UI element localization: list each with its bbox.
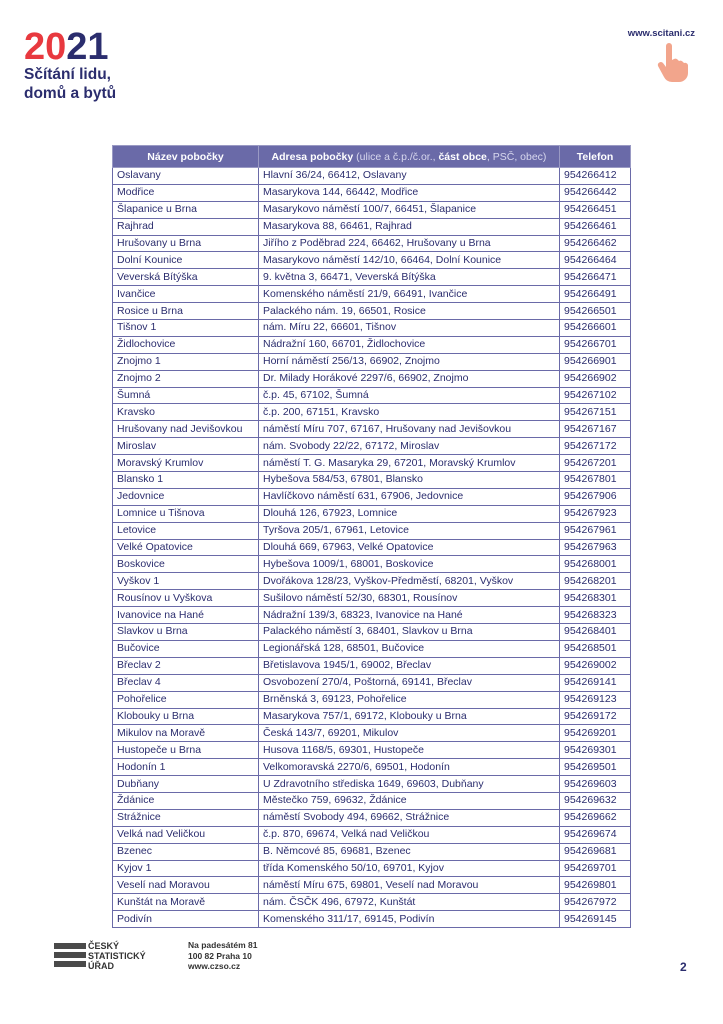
logo-title-line-2: domů a bytů xyxy=(24,85,117,102)
branch-phone-cell: 954268501 xyxy=(560,640,631,657)
logo-digit: 2 xyxy=(24,26,44,68)
table-row xyxy=(113,252,631,269)
branch-address-cell: Legionářská 128, 68501, Bučovice xyxy=(259,640,560,657)
table-row xyxy=(113,776,631,793)
table-row xyxy=(113,590,631,607)
branch-name-cell: Ždánice xyxy=(113,792,259,809)
footer-address xyxy=(188,940,257,972)
branch-phone-cell: 954269501 xyxy=(560,759,631,776)
branch-phone-cell: 954269603 xyxy=(560,776,631,793)
logo-digit: 0 xyxy=(45,26,65,68)
table-header-row xyxy=(113,146,631,168)
branch-name-cell: Rosice u Brna xyxy=(113,303,259,320)
branch-name-cell: Rajhrad xyxy=(113,218,259,235)
branch-name-cell: Dolní Kounice xyxy=(113,252,259,269)
branch-phone-cell: 954269801 xyxy=(560,877,631,894)
branch-phone-cell: 954266451 xyxy=(560,201,631,218)
branch-phone-cell: 954269662 xyxy=(560,809,631,826)
branch-address-cell: Jiřího z Poděbrad 224, 66462, Hrušovany u Brna xyxy=(259,235,560,252)
logo-digit: 1 xyxy=(87,26,107,68)
table-row xyxy=(113,201,631,218)
column-header-name: Název pobočky xyxy=(113,146,259,168)
branch-name-cell: Hustopeče u Brna xyxy=(113,742,259,759)
branch-address-cell: Dvořákova 128/23, Vyškov-Předměstí, 68201, Vyškov xyxy=(259,573,560,590)
branch-address-cell: Komenského náměstí 21/9, 66491, Ivančice xyxy=(259,286,560,303)
page-number: 2 xyxy=(680,960,687,974)
table-row xyxy=(113,303,631,320)
table-row xyxy=(113,894,631,911)
branch-address-cell: Břetislavova 1945/1, 69002, Břeclav xyxy=(259,657,560,674)
branch-name-cell: Břeclav 4 xyxy=(113,674,259,691)
table-row xyxy=(113,488,631,505)
branch-address-cell: č.p. 45, 67102, Šumná xyxy=(259,387,560,404)
table-row xyxy=(113,691,631,708)
branch-name-cell: Lomnice u Tišnova xyxy=(113,505,259,522)
branch-phone-cell: 954267201 xyxy=(560,455,631,472)
branch-name-cell: Strážnice xyxy=(113,809,259,826)
branch-name-cell: Šumná xyxy=(113,387,259,404)
table-row xyxy=(113,336,631,353)
branch-address-cell: Nádražní 139/3, 68323, Ivanovice na Hané xyxy=(259,607,560,624)
branch-phone-cell: 954267801 xyxy=(560,472,631,489)
table-row xyxy=(113,472,631,489)
branch-phone-cell: 954267102 xyxy=(560,387,631,404)
branch-name-cell: Břeclav 2 xyxy=(113,657,259,674)
branch-phone-cell: 954266901 xyxy=(560,353,631,370)
branch-phone-cell: 954266501 xyxy=(560,303,631,320)
branch-phone-cell: 954267906 xyxy=(560,488,631,505)
branch-address-cell: Dr. Milady Horákové 2297/6, 66902, Znojmo xyxy=(259,370,560,387)
branch-phone-cell: 954267961 xyxy=(560,522,631,539)
column-header-phone: Telefon xyxy=(560,146,631,168)
branch-address-cell: 9. května 3, 66471, Veverská Bítýška xyxy=(259,269,560,286)
branch-name-cell: Židlochovice xyxy=(113,336,259,353)
address-header-note-2: , PSČ, obec) xyxy=(486,150,547,163)
branch-phone-cell: 954269145 xyxy=(560,911,631,928)
branch-address-cell: náměstí T. G. Masaryka 29, 67201, Moravský Krumlov xyxy=(259,455,560,472)
table-row xyxy=(113,843,631,860)
table-row xyxy=(113,421,631,438)
table-row xyxy=(113,539,631,556)
org-line: STATISTICKÝ xyxy=(88,951,146,961)
branch-phone-cell: 954266601 xyxy=(560,320,631,337)
table-row xyxy=(113,404,631,421)
table-body xyxy=(113,168,631,928)
branch-address-cell: nám. Svobody 22/22, 67172, Miroslav xyxy=(259,438,560,455)
table-row xyxy=(113,286,631,303)
branch-phone-cell: 954268001 xyxy=(560,556,631,573)
branch-phone-cell: 954267167 xyxy=(560,421,631,438)
table-row xyxy=(113,353,631,370)
branch-address-cell: Masarykova 88, 66461, Rajhrad xyxy=(259,218,560,235)
table-row xyxy=(113,742,631,759)
branch-address-cell: nám. Míru 22, 66601, Tišnov xyxy=(259,320,560,337)
branch-phone-cell: 954269701 xyxy=(560,860,631,877)
org-line: ČESKÝ xyxy=(86,941,146,951)
table-row xyxy=(113,759,631,776)
branch-phone-cell: 954269002 xyxy=(560,657,631,674)
branch-address-cell: Masarykova 757/1, 69172, Klobouky u Brna xyxy=(259,708,560,725)
table-row xyxy=(113,674,631,691)
branch-phone-cell: 954266701 xyxy=(560,336,631,353)
table-row xyxy=(113,556,631,573)
branch-address-cell: č.p. 200, 67151, Kravsko xyxy=(259,404,560,421)
branch-address-cell: B. Němcové 85, 69681, Bzenec xyxy=(259,843,560,860)
table-row xyxy=(113,792,631,809)
table-row xyxy=(113,725,631,742)
branch-name-cell: Miroslav xyxy=(113,438,259,455)
table-row xyxy=(113,438,631,455)
branch-phone-cell: 954266462 xyxy=(560,235,631,252)
branch-address-cell: Masarykovo náměstí 142/10, 66464, Dolní Kounice xyxy=(259,252,560,269)
branch-name-cell: Kyjov 1 xyxy=(113,860,259,877)
table-row xyxy=(113,624,631,641)
branch-name-cell: Klobouky u Brna xyxy=(113,708,259,725)
site-url-link[interactable]: www.scitani.cz xyxy=(627,28,695,39)
logo-title-line-1: Sčítání lidu, xyxy=(24,66,111,83)
address-line: 100 82 Praha 10 xyxy=(188,950,252,961)
branch-name-cell: Dubňany xyxy=(113,776,259,793)
branch-phone-cell: 954269123 xyxy=(560,691,631,708)
czso-url-link[interactable]: www.czso.cz xyxy=(188,961,241,971)
logo-year xyxy=(24,26,164,68)
branch-name-cell: Bzenec xyxy=(113,843,259,860)
branch-name-cell: Jedovnice xyxy=(113,488,259,505)
branch-phone-cell: 954268401 xyxy=(560,624,631,641)
table-row xyxy=(113,708,631,725)
branch-address-cell: náměstí Míru 707, 67167, Hrušovany nad Jevišovkou xyxy=(259,421,560,438)
branch-phone-cell: 954269674 xyxy=(560,826,631,843)
branch-phone-cell: 954269681 xyxy=(560,843,631,860)
branch-name-cell: Znojmo 1 xyxy=(113,353,259,370)
branch-phone-cell: 954269632 xyxy=(560,792,631,809)
branch-name-cell: Veverská Bítýška xyxy=(113,269,259,286)
branch-address-cell: Sušilovo náměstí 52/30, 68301, Rousínov xyxy=(259,590,560,607)
branch-address-cell: Městečko 759, 69632, Ždánice xyxy=(259,792,560,809)
table-row xyxy=(113,184,631,201)
branch-address-cell: Masarykova 144, 66442, Modřice xyxy=(259,184,560,201)
branch-phone-cell: 954267963 xyxy=(560,539,631,556)
table-row xyxy=(113,826,631,843)
branch-address-cell: Masarykovo náměstí 100/7, 66451, Šlapanice xyxy=(259,201,560,218)
table-row xyxy=(113,455,631,472)
site-link-block xyxy=(585,28,695,39)
branch-phone-cell: 954266491 xyxy=(560,286,631,303)
branch-phone-cell: 954267172 xyxy=(560,438,631,455)
table-row xyxy=(113,877,631,894)
table-row xyxy=(113,607,631,624)
branch-name-cell: Pohořelice xyxy=(113,691,259,708)
branch-address-cell: třída Komenského 50/10, 69701, Kyjov xyxy=(259,860,560,877)
branch-table xyxy=(112,145,631,928)
branch-address-cell: Velkomoravská 2270/6, 69501, Hodonín xyxy=(259,759,560,776)
table-row xyxy=(113,860,631,877)
branch-name-cell: Hodonín 1 xyxy=(113,759,259,776)
branch-name-cell: Velká nad Veličkou xyxy=(113,826,259,843)
czso-logo-text xyxy=(86,941,146,971)
branch-address-cell: Komenského 311/17, 69145, Podivín xyxy=(259,911,560,928)
branch-address-cell: Dlouhá 126, 67923, Lomnice xyxy=(259,505,560,522)
branch-address-cell: Česká 143/7, 69201, Mikulov xyxy=(259,725,560,742)
czso-logo xyxy=(54,941,179,971)
branch-name-cell: Blansko 1 xyxy=(113,472,259,489)
column-header-address xyxy=(259,146,560,168)
branch-phone-cell: 954268201 xyxy=(560,573,631,590)
table-row xyxy=(113,911,631,928)
address-line: Na padesátém 81 xyxy=(188,940,258,950)
branch-phone-cell: 954269172 xyxy=(560,708,631,725)
branch-phone-cell: 954267151 xyxy=(560,404,631,421)
branch-name-cell: Šlapanice u Brna xyxy=(113,201,259,218)
branch-name-cell: Ivanovice na Hané xyxy=(113,607,259,624)
pointing-hand-icon xyxy=(655,42,689,82)
branch-name-cell: Oslavany xyxy=(113,168,259,185)
branch-name-cell: Hrušovany nad Jevišovkou xyxy=(113,421,259,438)
branch-phone-cell: 954267972 xyxy=(560,894,631,911)
branch-phone-cell: 954269201 xyxy=(560,725,631,742)
org-line: ÚŘAD xyxy=(86,961,146,971)
branch-phone-cell: 954266412 xyxy=(560,168,631,185)
branch-address-cell: nám. ČSČK 496, 67972, Kunštát xyxy=(259,894,560,911)
branch-address-cell: Tyršova 205/1, 67961, Letovice xyxy=(259,522,560,539)
branch-address-cell: Hybešova 1009/1, 68001, Boskovice xyxy=(259,556,560,573)
branch-name-cell: Hrušovany u Brna xyxy=(113,235,259,252)
census-logo xyxy=(24,28,164,102)
branch-name-cell: Velké Opatovice xyxy=(113,539,259,556)
branch-address-cell: Dlouhá 669, 67963, Velké Opatovice xyxy=(259,539,560,556)
address-header-bold: část obce xyxy=(438,150,487,163)
branch-phone-cell: 954266902 xyxy=(560,370,631,387)
branch-name-cell: Kunštát na Moravě xyxy=(113,894,259,911)
branch-name-cell: Vyškov 1 xyxy=(113,573,259,590)
branch-address-cell: U Zdravotního střediska 1649, 69603, Dubňany xyxy=(259,776,560,793)
branch-phone-cell: 954266461 xyxy=(560,218,631,235)
branch-address-cell: náměstí Míru 675, 69801, Veselí nad Moravou xyxy=(259,877,560,894)
table-row xyxy=(113,269,631,286)
branch-address-cell: Osvobození 270/4, Poštorná, 69141, Břeclav xyxy=(259,674,560,691)
branch-address-cell: Nádražní 160, 66701, Židlochovice xyxy=(259,336,560,353)
branch-name-cell: Kravsko xyxy=(113,404,259,421)
branch-address-cell: Hybešova 584/53, 67801, Blansko xyxy=(259,472,560,489)
table-row xyxy=(113,657,631,674)
table-row xyxy=(113,809,631,826)
logo-digit: 2 xyxy=(66,26,86,68)
branch-phone-cell: 954268323 xyxy=(560,607,631,624)
branch-name-cell: Bučovice xyxy=(113,640,259,657)
table-row xyxy=(113,505,631,522)
branch-phone-cell: 954268301 xyxy=(560,590,631,607)
branch-name-cell: Znojmo 2 xyxy=(113,370,259,387)
branch-name-cell: Moravský Krumlov xyxy=(113,455,259,472)
branch-name-cell: Veselí nad Moravou xyxy=(113,877,259,894)
table-row xyxy=(113,168,631,185)
branch-phone-cell: 954267923 xyxy=(560,505,631,522)
branch-name-cell: Rousínov u Vyškova xyxy=(113,590,259,607)
table-row xyxy=(113,320,631,337)
branch-name-cell: Boskovice xyxy=(113,556,259,573)
table-row xyxy=(113,573,631,590)
address-header-note-1: (ulice a č.p./č.or., xyxy=(353,150,439,163)
branch-phone-cell: 954266442 xyxy=(560,184,631,201)
branch-name-cell: Modřice xyxy=(113,184,259,201)
branch-phone-cell: 954269141 xyxy=(560,674,631,691)
branch-address-cell: Havlíčkovo náměstí 631, 67906, Jedovnice xyxy=(259,488,560,505)
branch-address-cell: č.p. 870, 69674, Velká nad Veličkou xyxy=(259,826,560,843)
branch-name-cell: Mikulov na Moravě xyxy=(113,725,259,742)
table-row xyxy=(113,218,631,235)
branch-name-cell: Ivančice xyxy=(113,286,259,303)
branch-name-cell: Tišnov 1 xyxy=(113,320,259,337)
branch-address-cell: náměstí Svobody 494, 69662, Strážnice xyxy=(259,809,560,826)
table-row xyxy=(113,640,631,657)
branch-address-cell: Palackého náměstí 3, 68401, Slavkov u Brna xyxy=(259,624,560,641)
branch-phone-cell: 954269301 xyxy=(560,742,631,759)
branch-address-cell: Horní náměstí 256/13, 66902, Znojmo xyxy=(259,353,560,370)
branch-address-cell: Husova 1168/5, 69301, Hustopeče xyxy=(259,742,560,759)
branch-name-cell: Letovice xyxy=(113,522,259,539)
branch-phone-cell: 954266471 xyxy=(560,269,631,286)
branch-address-cell: Palackého nám. 19, 66501, Rosice xyxy=(259,303,560,320)
branch-address-cell: Hlavní 36/24, 66412, Oslavany xyxy=(259,168,560,185)
table-row xyxy=(113,370,631,387)
table-row xyxy=(113,235,631,252)
table-row xyxy=(113,387,631,404)
table-row xyxy=(113,522,631,539)
branch-address-cell: Brněnská 3, 69123, Pohořelice xyxy=(259,691,560,708)
branch-name-cell: Slavkov u Brna xyxy=(113,624,259,641)
address-header-main: Adresa pobočky xyxy=(271,150,354,163)
branch-phone-cell: 954266464 xyxy=(560,252,631,269)
branch-name-cell: Podivín xyxy=(113,911,259,928)
